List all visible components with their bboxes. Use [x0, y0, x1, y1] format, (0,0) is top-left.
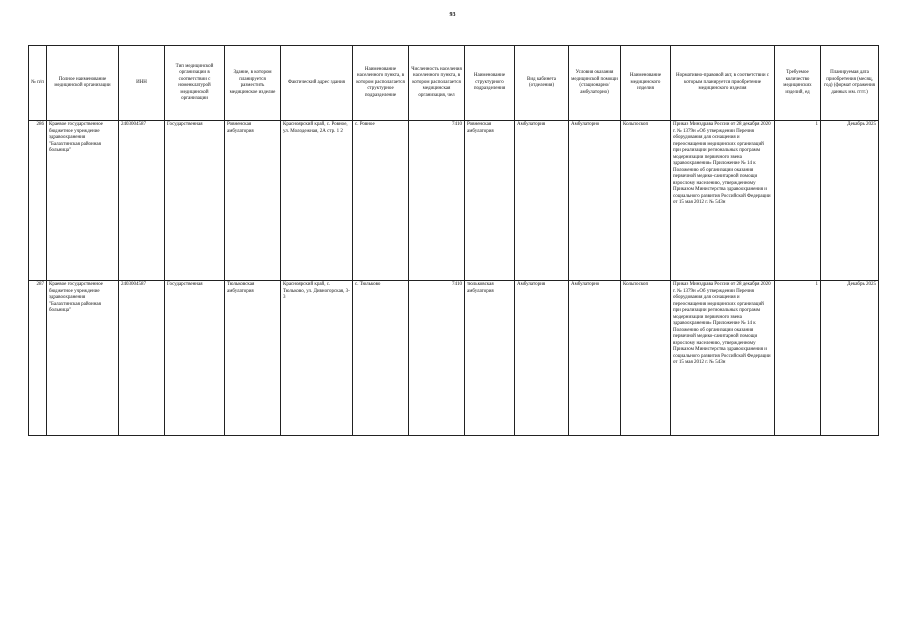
- cell-inn: 2403004587: [119, 281, 165, 436]
- cell-conditions: Амбулаторно: [569, 121, 621, 281]
- header-population: Численность населения населенного пункта, в котором располагается медицинская организация, чел: [409, 46, 465, 121]
- cell-num: 286: [29, 121, 47, 281]
- cell-population: 7410: [409, 121, 465, 281]
- cell-settlement: с. Тюльково: [353, 281, 409, 436]
- cell-org: Краевое государственное бюджетное учреждение здравоохранения "Балахтинская районная больница": [47, 121, 119, 281]
- cell-population: 7410: [409, 281, 465, 436]
- cell-act: Приказ Минздрава России от 28 декабря 2020 г. № 1379н «Об утверждении Перечня оборудования для оснащения и переоснащения медицинских организаций при реализации региональных программ модернизации первичного звена здравоохранения» Приложение № 14 к Положению об организации оказания первичной медико-санитарной помощи взрослому населению, утвержденному Приказом Министерства здравоохранения и социального развития Российской Федерации от 15 мая 2012 г. № 543н: [671, 281, 775, 436]
- cell-subdivision: Ровненская амбулатория: [465, 121, 515, 281]
- table-row: [29, 121, 879, 281]
- header-type: Тип медицинской организации в соответствии с номенклатурой медицинской организации: [165, 46, 225, 121]
- cell-address: Красноярский край, с. Тюльково, ул. Дивногорская, 3-3: [281, 281, 353, 436]
- header-act: Нормативно-правовой акт, в соответствии с которым планируется приобретение медицинского изделия: [671, 46, 775, 121]
- header-settlement: Наименование населенного пункта, в котором располагается структурное подразделение: [353, 46, 409, 121]
- cell-org: Краевое государственное бюджетное учреждение здравоохранения "Балахтинская районная больница": [47, 281, 119, 436]
- cell-qty: 1: [775, 281, 821, 436]
- page-number: 93: [449, 12, 456, 18]
- cell-address: Красноярский край, с. Ровное, ул. Молодежная, 2А стр. 1 2: [281, 121, 353, 281]
- cell-device: Кольпоскоп: [621, 281, 671, 436]
- header-conditions: Условия оказания медицинской помощи (стационарно/ амбулаторно): [569, 46, 621, 121]
- equipment-table: [28, 45, 879, 436]
- cell-qty: 1: [775, 121, 821, 281]
- header-building: Здание, в котором планируется разместить медицинское изделие: [225, 46, 281, 121]
- cell-subdivision: тюльковская амбулатория: [465, 281, 515, 436]
- header-qty: Требуемое количество медицинских изделий, ед: [775, 46, 821, 121]
- cell-building: Ровненская амбулатория: [225, 121, 281, 281]
- header-org: Полное наименование медицинской организации: [47, 46, 119, 121]
- cell-type: Государственная: [165, 281, 225, 436]
- header-row: [29, 46, 879, 121]
- header-date: Планируемая дата приобретения (месяц, год) (формат отражения данных мм. гггг.): [821, 46, 879, 121]
- cell-type: Государственная: [165, 121, 225, 281]
- cell-cabinet: Амбулатория: [515, 121, 569, 281]
- header-cabinet: Вид кабинета (отделения): [515, 46, 569, 121]
- cell-date: Декабрь 2025: [821, 121, 879, 281]
- cell-conditions: Амбулаторно: [569, 281, 621, 436]
- cell-num: 287: [29, 281, 47, 436]
- header-subdivision: Наименование структурного подразделения: [465, 46, 515, 121]
- cell-device: Кольпоскоп: [621, 121, 671, 281]
- cell-act: Приказ Минздрава России от 28 декабря 2020 г. № 1379н «Об утверждении Перечня оборудования для оснащения и переоснащения медицинских организаций при реализации региональных программ модернизации первичного звена здравоохранения» Приложение № 14 к Положению об организации оказания первичной медико-санитарной помощи взрослому населению, утвержденному Приказом Министерства здравоохранения и социального развития Российской Федерации от 15 мая 2012 г. № 543н: [671, 121, 775, 281]
- header-device: Наименование медицинского изделия: [621, 46, 671, 121]
- cell-cabinet: Амбулатория: [515, 281, 569, 436]
- cell-building: Тюльковская амбулатория: [225, 281, 281, 436]
- header-inn: ИНН: [119, 46, 165, 121]
- table-row: [29, 281, 879, 436]
- cell-date: Декабрь 2025: [821, 281, 879, 436]
- header-address: Фактический адрес здания: [281, 46, 353, 121]
- cell-settlement: с. Ровное: [353, 121, 409, 281]
- cell-inn: 2403004587: [119, 121, 165, 281]
- header-num: № п/п: [29, 46, 47, 121]
